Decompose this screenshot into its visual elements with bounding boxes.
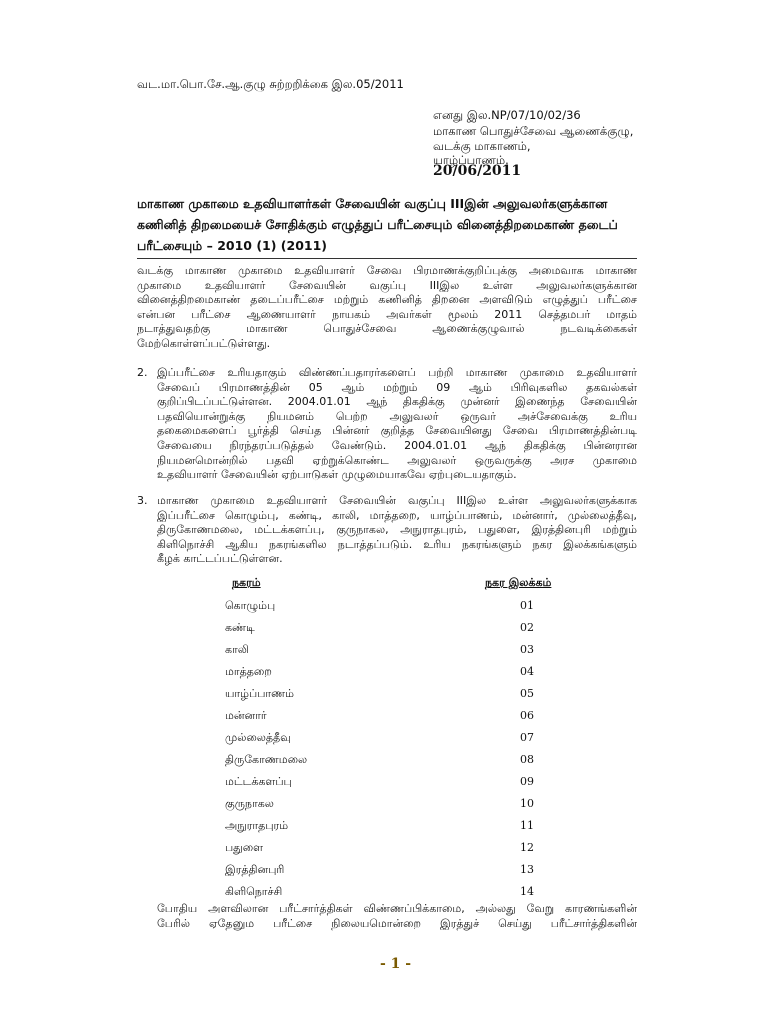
table-row-city: கண்டி <box>225 621 255 634</box>
table-row-city: முல்லைத்தீவு <box>225 731 291 744</box>
address-line-1: மாகாண பொதுச்சேவை ஆணைக்குழு, <box>433 124 634 138</box>
table-row-code: 13 <box>520 863 534 876</box>
table-row-city: மன்னார் <box>225 709 267 722</box>
paragraph-2-number: 2. <box>137 366 148 379</box>
paragraph-line: மேற்கொள்ளப்பட்டுள்ளது. <box>137 336 271 350</box>
table-row-city: யாழ்ப்பாணம் <box>225 687 294 700</box>
paragraph-3 <box>157 494 637 567</box>
table-row-city: அநுராதபுரம் <box>225 819 289 832</box>
paragraph-line: சேவையை நிரந்தரப்படுத்தல் வேண்டும். 2004.01.01 ஆந் திகதிக்கு பின்னரான <box>157 438 637 452</box>
document-date: 20/06/2011 <box>433 163 522 179</box>
paragraph-line: கிளிநொச்சி ஆகிய நகரங்களில நடாத்தப்படும். உரிய நகரங்களும் நகர இலக்கங்களும் <box>157 537 637 551</box>
paragraph-line: நடாத்துவதற்கு மாகாண பொதுச்சேவை ஆணைக்குழுவால் நடவடிக்கைகள் <box>137 322 637 336</box>
title-line-2: கணினித் திறமையைச் சோதிக்கும் எழுத்துப் பரீட்சையும் வினைத்திறமைகாண் தடைப் <box>137 217 618 232</box>
table-row-code: 06 <box>520 709 534 722</box>
paragraph-line: இப்பரீட்சை கொழும்பு, கண்டி, காலி, மாத்தறை, யாழ்ப்பாணம், மன்னார், முல்லைத்தீவு, <box>157 508 637 522</box>
table-row-city: கொழும்பு <box>225 599 276 612</box>
paragraph-line: மாகாண முகாமை உதவியாளர் சேவையின் வகுப்பு IIIஇல உள்ள அலுவலர்களுக்காக <box>157 494 637 507</box>
table-row-code: 14 <box>520 885 534 898</box>
paragraph-line: சேவைப் பிரமாணத்தின் 05 ஆம் மற்றும் 09 ஆம் பிரிவுகளில தகவல்கள் <box>157 380 637 394</box>
table-row-code: 02 <box>520 621 534 634</box>
table-row-code: 04 <box>520 665 534 678</box>
paragraph-line: வினைத்திறமைகாண் தடைப்பரீட்சை மற்றும் கணினித் திறனை அளவிடும் எழுத்துப் பரீட்சை <box>137 293 637 307</box>
address-line-3: யாழ்ப்பாணம். <box>433 153 509 167</box>
table-row-code: 09 <box>520 775 534 788</box>
table-row-code: 12 <box>520 841 534 854</box>
paragraph-line: முகாமை உதவியாளர் சேவையின் வகுப்பு IIIஇல உள்ள அலுவலர்களுக்கான <box>137 278 637 292</box>
paragraph-2 <box>157 366 637 483</box>
table-row-city: கிளிநொச்சி <box>225 885 283 898</box>
our-reference: எனது இல.NP/07/10/02/36 <box>433 108 581 122</box>
table-row-code: 11 <box>520 819 534 832</box>
paragraph-1 <box>137 264 637 352</box>
paragraph-line: இப்பரீட்சை உரியதாகும் விண்ணப்பதாரர்களைப் பற்றி மாகாண முகாமை உதவியாளர் <box>157 366 637 379</box>
table-row-code: 08 <box>520 753 534 766</box>
paragraph-line: உதவியாளர் சேவையின் ஏற்பாடுகள் முழுமையாகவே ஏற்புடையதாகும். <box>157 468 517 482</box>
table-row-code: 03 <box>520 643 534 656</box>
paragraph-line: திருகோணமலை, மட்டக்களப்பு, குருநாகல, அநுராதபுரம், பதுளை, இரத்தினபுரி மற்றும் <box>157 523 637 537</box>
city-column-header: நகரம் <box>232 576 261 589</box>
paragraph-line: பதவியொன்றுக்கு நியமனம் பெற்ற அலுவலர் ஒருவர் அச்சேவைக்கு உரிய <box>157 409 637 423</box>
table-row-city: காலி <box>225 643 249 656</box>
address-line-2: வடக்கு மாகாணம், <box>433 139 531 153</box>
code-column-header: நகர இலக்கம் <box>485 576 552 589</box>
table-row-city: மாத்தறை <box>225 665 272 678</box>
paragraph-line: வடக்கு மாகாண முகாமை உதவியாளர் சேவை பிரமாணக்குறிப்புக்கு அமைவாக மாகாண <box>137 264 637 277</box>
paragraph-line: நியமனமொன்றில் பதவி ஏற்றுக்கொண்ட அலுவலர் ஒருவருக்கு அரச முகாமை <box>157 453 637 467</box>
table-row-city: மட்டக்களப்பு <box>225 775 292 788</box>
circular-reference: வட.மா.பொ.சே.ஆ.குழு சுற்றறிக்கை இல.05/2011 <box>137 77 404 91</box>
paragraph-line: குறிப்பிடப்பட்டுள்ளன. 2004.01.01 ஆந் திகதிக்கு முன்னர் இணைந்த சேவையின் <box>157 395 637 409</box>
document-title <box>137 193 637 256</box>
paragraph-4 <box>157 902 637 931</box>
table-row-city: பதுளை <box>225 841 264 854</box>
title-line-3: பரீட்சையும் – 2010 (1) (2011) <box>137 238 328 253</box>
paragraph-line: போதிய அளவிலான பரீட்சார்த்திகள் விண்ணப்பிக்காமை, அல்லது வேறு காரணங்களின் <box>157 902 637 915</box>
table-row-city: குருநாகல <box>225 797 274 810</box>
page-number: - 1 - <box>380 956 412 972</box>
paragraph-line: தகைமைகளைப் பூர்த்தி செய்த பின்னர் குறித்த சேவையினது சேவை பிரமாணத்தின்படி <box>157 424 637 438</box>
title-underline <box>137 258 637 259</box>
table-row-code: 10 <box>520 797 534 810</box>
table-row-code: 01 <box>520 599 534 612</box>
table-row-code: 05 <box>520 687 534 700</box>
table-row-city: இரத்தினபுரி <box>225 863 285 876</box>
table-row-code: 07 <box>520 731 534 744</box>
paragraph-line: கீழக் காட்டப்பட்டுள்ளன. <box>157 552 283 566</box>
paragraph-3-number: 3. <box>137 494 148 507</box>
table-row-city: திருகோணமலை <box>225 753 308 766</box>
title-line-1: மாகாண முகாமை உதவியாளர்கள் சேவையின் வகுப்பு IIIஇன் அலுவலர்களுக்கான <box>137 196 608 211</box>
paragraph-line: என்பன பரீட்சை ஆணையாளர் நாயகம் அவர்கள் மூலம் 2011 செத்தமபர் மாதம் <box>137 307 637 321</box>
paragraph-line: பேரில் ஏதேனும பரீட்சை நிலையமொன்றை இரத்துச் செய்து பரீட்சார்த்திகளின் <box>157 916 637 930</box>
